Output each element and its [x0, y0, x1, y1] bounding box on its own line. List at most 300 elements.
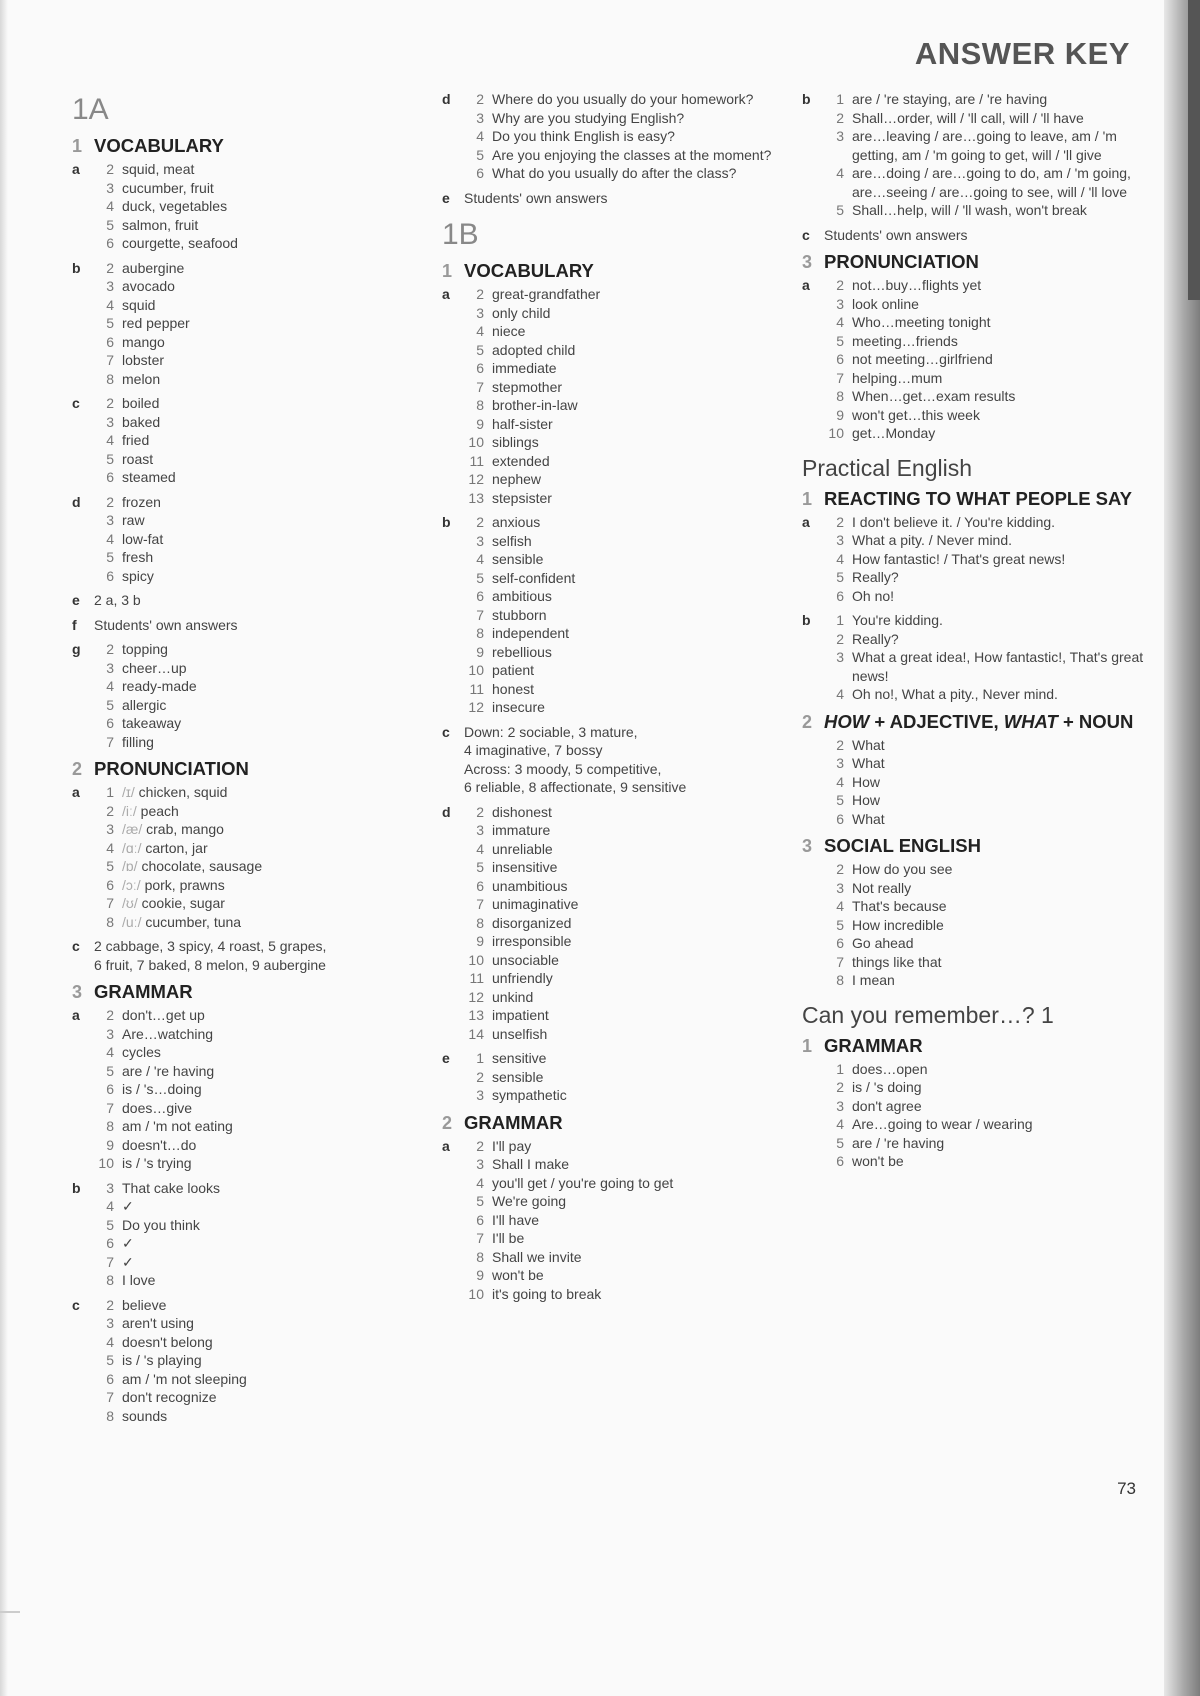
item-answer: dishonest	[492, 803, 552, 820]
item-number: 4	[106, 678, 114, 694]
item-answer: takeaway	[122, 715, 182, 731]
item-text	[492, 532, 802, 551]
answer-text: Students' own answers	[464, 189, 608, 206]
answer-item	[464, 433, 802, 452]
item-answer: unfriendly	[492, 970, 553, 986]
answer-item	[464, 532, 802, 551]
item-text	[122, 511, 432, 530]
item-number: 8	[476, 397, 484, 413]
section-title: VOCABULARY	[94, 135, 224, 156]
answer-item	[94, 1234, 432, 1253]
section-title: GRAMMAR	[94, 981, 193, 1002]
item-text	[122, 1234, 432, 1253]
item-number: 3	[476, 304, 484, 321]
ipa-symbol: /ɑː/	[122, 839, 142, 856]
section-number: 2	[442, 1112, 453, 1133]
item-number: 6	[106, 1081, 114, 1097]
answer-item	[94, 179, 432, 198]
item-text	[852, 879, 1162, 898]
item-answer: irresponsible	[492, 933, 572, 949]
item-number: 2	[106, 641, 114, 657]
item-number: 5	[836, 569, 844, 585]
item-answer: only child	[492, 304, 551, 321]
item-answer: doesn't…do	[122, 1136, 197, 1153]
answer-item	[464, 587, 802, 606]
item-text	[492, 304, 802, 323]
item-number: 8	[106, 1272, 114, 1288]
item-answer: won't get…this week	[852, 406, 980, 423]
item-text	[852, 387, 1162, 406]
answer-item	[824, 736, 1162, 755]
item-answer: I love	[122, 1272, 156, 1288]
item-answer: does…give	[122, 1099, 193, 1116]
part-label: c	[442, 723, 450, 740]
item-number: 6	[836, 810, 844, 827]
item-text	[122, 1388, 432, 1407]
item-answer: it's going to break	[492, 1285, 602, 1302]
item-answer: immediate	[492, 360, 557, 376]
item-answer: topping	[122, 641, 168, 657]
item-number: 3	[476, 822, 484, 838]
item-answer: Who…meeting tonight	[852, 314, 991, 330]
part-body	[94, 1006, 432, 1173]
item-number: 8	[106, 913, 114, 930]
item-answer: I'll be	[492, 1230, 525, 1246]
answer-section	[802, 252, 1162, 443]
section-heading	[442, 261, 802, 281]
part-body	[94, 1179, 432, 1290]
answer-item	[824, 387, 1162, 406]
item-answer: siblings	[492, 434, 539, 450]
item-text	[122, 197, 432, 216]
item-text	[492, 803, 802, 822]
item-text	[122, 1117, 432, 1136]
item-text	[492, 661, 802, 680]
item-answer: Why are you studying English?	[492, 109, 685, 126]
item-number: 1	[476, 1050, 484, 1066]
part-body	[94, 493, 432, 586]
column-1	[72, 90, 432, 1433]
item-answer: insecure	[492, 699, 545, 715]
part-body	[464, 285, 802, 507]
item-answer: adopted child	[492, 341, 576, 358]
answer-item	[464, 1137, 802, 1156]
item-answer: salmon, fruit	[122, 216, 199, 233]
item-number: 10	[468, 662, 484, 678]
answer-item	[824, 1078, 1162, 1097]
item-answer: great-grandfather	[492, 286, 601, 302]
item-text	[852, 350, 1162, 369]
answer-item	[824, 1152, 1162, 1171]
item-answer: unkind	[492, 988, 534, 1005]
item-answer: Really?	[852, 630, 899, 647]
item-text	[852, 648, 1162, 685]
item-text	[122, 659, 432, 678]
answer-item	[824, 164, 1162, 201]
item-text	[492, 452, 802, 471]
item-text	[492, 489, 802, 508]
item-answer: avocado	[122, 278, 175, 294]
item-number: 4	[836, 550, 844, 567]
section-number: 1	[72, 136, 83, 156]
item-number: 3	[476, 532, 484, 549]
item-answer: boiled	[122, 395, 160, 411]
item-answer: impatient	[492, 1007, 549, 1023]
answer-item	[94, 1043, 432, 1062]
answer-item	[824, 350, 1162, 369]
item-answer: squid	[122, 296, 156, 313]
answer-item	[824, 773, 1162, 792]
part-label: c	[72, 938, 80, 954]
item-text	[852, 1115, 1162, 1134]
answer-item	[464, 513, 802, 532]
answer-text: Students' own answers	[824, 226, 968, 243]
part-label: a	[442, 1137, 450, 1154]
item-text	[852, 971, 1162, 990]
item-text	[122, 1407, 432, 1426]
answer-item	[824, 1097, 1162, 1116]
answer-item	[824, 424, 1162, 443]
answer-item	[464, 415, 802, 434]
section-number: 1	[802, 488, 813, 509]
item-text	[492, 606, 802, 625]
item-answer: disorganized	[492, 914, 572, 931]
item-text	[852, 313, 1162, 332]
answer-item	[94, 277, 432, 296]
section-heading	[802, 252, 1162, 272]
item-answer: duck, vegetables	[122, 198, 228, 214]
item-answer: crab, mango	[146, 821, 224, 837]
item-answer: niece	[492, 323, 526, 339]
exercise-part	[802, 611, 1162, 704]
part-body	[94, 591, 432, 610]
exercise-part	[442, 513, 802, 717]
item-answer: Go ahead	[852, 935, 914, 951]
item-text	[122, 1136, 432, 1155]
item-answer: cucumber, tuna	[145, 913, 242, 930]
item-number: 10	[828, 425, 844, 441]
item-answer: look online	[852, 295, 919, 312]
item-answer: unselfish	[492, 1025, 548, 1042]
item-number: 4	[106, 296, 114, 313]
item-number: 4	[836, 773, 844, 790]
item-text	[852, 1060, 1162, 1079]
answer-item	[94, 820, 432, 839]
item-number: 3	[836, 295, 844, 312]
item-number: 5	[836, 916, 844, 933]
answer-item	[824, 860, 1162, 879]
part-label: a	[802, 513, 810, 530]
part-body	[94, 783, 432, 931]
answer-item	[824, 369, 1162, 388]
item-number: 4	[836, 314, 844, 330]
item-text	[852, 860, 1162, 879]
ipa-symbol: /ɔː/	[122, 876, 141, 893]
answer-section	[802, 836, 1162, 990]
answer-item	[824, 916, 1162, 935]
answer-section	[442, 261, 802, 1105]
item-number: 5	[106, 858, 114, 874]
section-heading	[72, 982, 432, 1002]
answer-line: Down: 2 sociable, 3 mature,	[464, 723, 638, 740]
item-number: 12	[468, 471, 484, 487]
item-text	[122, 913, 432, 932]
answer-item	[94, 894, 432, 913]
item-answer: stubborn	[492, 606, 547, 623]
item-text	[122, 277, 432, 296]
ipa-symbol: /iː/	[122, 802, 137, 819]
answer-item	[94, 160, 432, 179]
item-answer: fresh	[122, 549, 154, 565]
item-text	[852, 736, 1162, 755]
item-text	[492, 1192, 802, 1211]
item-text	[852, 1078, 1162, 1097]
item-text	[492, 1266, 802, 1285]
item-answer: Shall…order, will / 'll call, will / 'll have	[852, 109, 1084, 126]
item-text	[492, 470, 802, 489]
item-answer: are…leaving / are…going to leave, am / 'm getting, am / 'm going to get, will / 'll give	[852, 128, 1117, 163]
item-text	[122, 783, 432, 802]
item-number: 4	[106, 1044, 114, 1060]
item-text	[852, 406, 1162, 425]
item-answer: is / 's doing	[852, 1079, 922, 1095]
item-number: 13	[468, 1007, 484, 1023]
item-text	[492, 396, 802, 415]
item-answer: nephew	[492, 471, 542, 487]
item-number: 7	[476, 378, 484, 395]
item-text	[852, 295, 1162, 314]
item-text	[852, 276, 1162, 295]
exercise-part	[72, 1006, 432, 1173]
item-text	[122, 413, 432, 432]
item-number: 3	[836, 879, 844, 896]
item-number: 8	[106, 1407, 114, 1424]
item-number: 8	[476, 1248, 484, 1265]
item-text	[122, 216, 432, 235]
part-label: e	[442, 1050, 450, 1066]
item-number: 3	[106, 1025, 114, 1042]
answer-item	[94, 1296, 432, 1315]
item-text	[122, 1006, 432, 1025]
answer-text: Students' own answers	[94, 616, 238, 633]
item-answer: filling	[122, 733, 154, 750]
item-number: 3	[106, 1315, 114, 1331]
item-text	[122, 1333, 432, 1352]
item-number: 2	[106, 395, 114, 411]
item-text	[492, 951, 802, 970]
item-text	[122, 548, 432, 567]
answer-item	[94, 567, 432, 586]
section-heading	[802, 712, 1162, 732]
exercise-part	[442, 90, 802, 183]
answer-item	[94, 234, 432, 253]
item-number: 3	[106, 1179, 114, 1196]
item-text	[492, 969, 802, 988]
item-answer: am / 'm not sleeping	[122, 1370, 247, 1387]
item-number: 5	[476, 146, 484, 163]
item-answer: are / 're staying, are / 're having	[852, 91, 1048, 107]
item-text	[852, 1152, 1162, 1171]
ipa-symbol: /æ/	[122, 821, 143, 837]
item-text	[492, 587, 802, 606]
answer-item	[464, 452, 802, 471]
answer-section	[802, 1036, 1162, 1171]
item-number: 2	[476, 91, 484, 107]
item-answer: independent	[492, 625, 570, 641]
item-answer: steamed	[122, 469, 176, 485]
item-answer: mango	[122, 333, 165, 350]
exercise-part	[442, 285, 802, 507]
item-number: 8	[476, 914, 484, 931]
part-body	[464, 90, 802, 183]
answer-item	[824, 550, 1162, 569]
item-text	[492, 1137, 802, 1156]
item-number: 2	[476, 803, 484, 820]
ipa-symbol: /ɒ/	[122, 858, 138, 874]
item-number: 6	[476, 165, 484, 181]
item-number: 5	[476, 859, 484, 875]
item-number: 2	[476, 514, 484, 530]
answer-item	[464, 1229, 802, 1248]
item-answer: sounds	[122, 1407, 168, 1424]
part-body	[94, 1296, 432, 1426]
item-answer: How	[852, 792, 881, 808]
item-answer: Shall we invite	[492, 1248, 582, 1265]
item-answer: cookie, sugar	[141, 895, 225, 911]
exercise-part	[72, 616, 432, 635]
item-text	[122, 696, 432, 715]
answer-item	[824, 201, 1162, 220]
answer-item	[464, 932, 802, 951]
item-answer: We're going	[492, 1193, 567, 1209]
page-edge-tab	[1188, 0, 1200, 300]
item-number: 4	[106, 198, 114, 214]
item-number: 4	[836, 686, 844, 702]
item-number: 8	[836, 388, 844, 404]
item-answer: unimaginative	[492, 896, 579, 912]
exercise-part	[72, 1179, 432, 1290]
item-text	[852, 897, 1162, 916]
item-text	[492, 513, 802, 532]
item-text	[492, 1211, 802, 1230]
answer-item	[464, 470, 802, 489]
item-text	[492, 109, 802, 128]
item-answer: ✓	[122, 1235, 134, 1251]
item-number: 4	[476, 840, 484, 857]
item-number: 2	[836, 861, 844, 877]
item-text	[852, 201, 1162, 220]
section-title: SOCIAL ENGLISH	[824, 835, 981, 856]
item-text	[122, 234, 432, 253]
answer-item	[824, 754, 1162, 773]
item-number: 13	[468, 489, 484, 506]
item-text	[122, 351, 432, 370]
answer-item	[464, 127, 802, 146]
item-text	[122, 296, 432, 315]
answer-item	[94, 1271, 432, 1290]
item-answer: immature	[492, 822, 551, 838]
answer-line: 6 reliable, 8 affectionate, 9 sensitive	[464, 779, 687, 795]
item-text	[492, 1285, 802, 1304]
answer-item	[94, 493, 432, 512]
item-answer: peach	[140, 802, 179, 819]
answer-item	[464, 698, 802, 717]
part-label: a	[72, 784, 80, 800]
part-body	[464, 1137, 802, 1304]
item-number: 6	[106, 469, 114, 485]
answer-item	[824, 971, 1162, 990]
answer-item	[94, 1080, 432, 1099]
item-text	[492, 877, 802, 896]
item-answer: low-fat	[122, 530, 164, 547]
ipa-symbol: /uː/	[122, 913, 142, 930]
item-answer: ambitious	[492, 588, 552, 604]
answer-item	[824, 313, 1162, 332]
answer-item	[464, 109, 802, 128]
part-body	[824, 611, 1162, 704]
item-text	[122, 1370, 432, 1389]
item-text	[122, 1216, 432, 1235]
answer-item	[464, 396, 802, 415]
section-title-keyword: HOW	[824, 710, 870, 732]
answer-item	[94, 314, 432, 333]
answer-item	[824, 587, 1162, 606]
answer-item	[94, 839, 432, 858]
answer-item	[94, 1117, 432, 1136]
item-text	[122, 370, 432, 389]
answer-item	[824, 127, 1162, 164]
answer-item	[464, 322, 802, 341]
item-text	[122, 714, 432, 733]
exercise-part	[72, 394, 432, 487]
part-label: d	[442, 91, 451, 107]
part-label	[802, 736, 824, 829]
page-number: 73	[1117, 1479, 1136, 1498]
ipa-symbol: /ʊ/	[122, 895, 138, 911]
exercise-part	[802, 860, 1162, 990]
item-number: 8	[836, 972, 844, 988]
item-answer: lobster	[122, 352, 165, 368]
item-number: 10	[468, 951, 484, 968]
item-answer: spicy	[122, 567, 154, 584]
item-text	[852, 332, 1162, 351]
section-number: 1	[802, 1035, 813, 1056]
item-answer: stepmother	[492, 378, 563, 395]
item-number: 3	[836, 532, 844, 548]
item-text	[122, 894, 432, 913]
answer-item	[94, 659, 432, 678]
item-text	[122, 179, 432, 198]
answer-item	[464, 359, 802, 378]
item-answer: stepsister	[492, 489, 552, 506]
item-text	[852, 916, 1162, 935]
item-text	[492, 1025, 802, 1044]
item-answer: Shall I make	[492, 1156, 570, 1172]
item-answer: are…doing / are…going to do, am / 'm going, are…seeing / are…going to see, will / 'll love	[852, 165, 1131, 200]
item-number: 6	[476, 877, 484, 894]
item-text	[852, 685, 1162, 704]
item-answer: melon	[122, 370, 161, 387]
section-title: GRAMMAR	[464, 1111, 563, 1133]
item-text	[122, 820, 432, 839]
item-text	[852, 164, 1162, 201]
answer-item	[94, 450, 432, 469]
item-text	[492, 1155, 802, 1174]
part-label: b	[72, 1179, 81, 1196]
part-body	[824, 736, 1162, 829]
item-number: 10	[98, 1155, 114, 1171]
item-number: 9	[476, 643, 484, 660]
